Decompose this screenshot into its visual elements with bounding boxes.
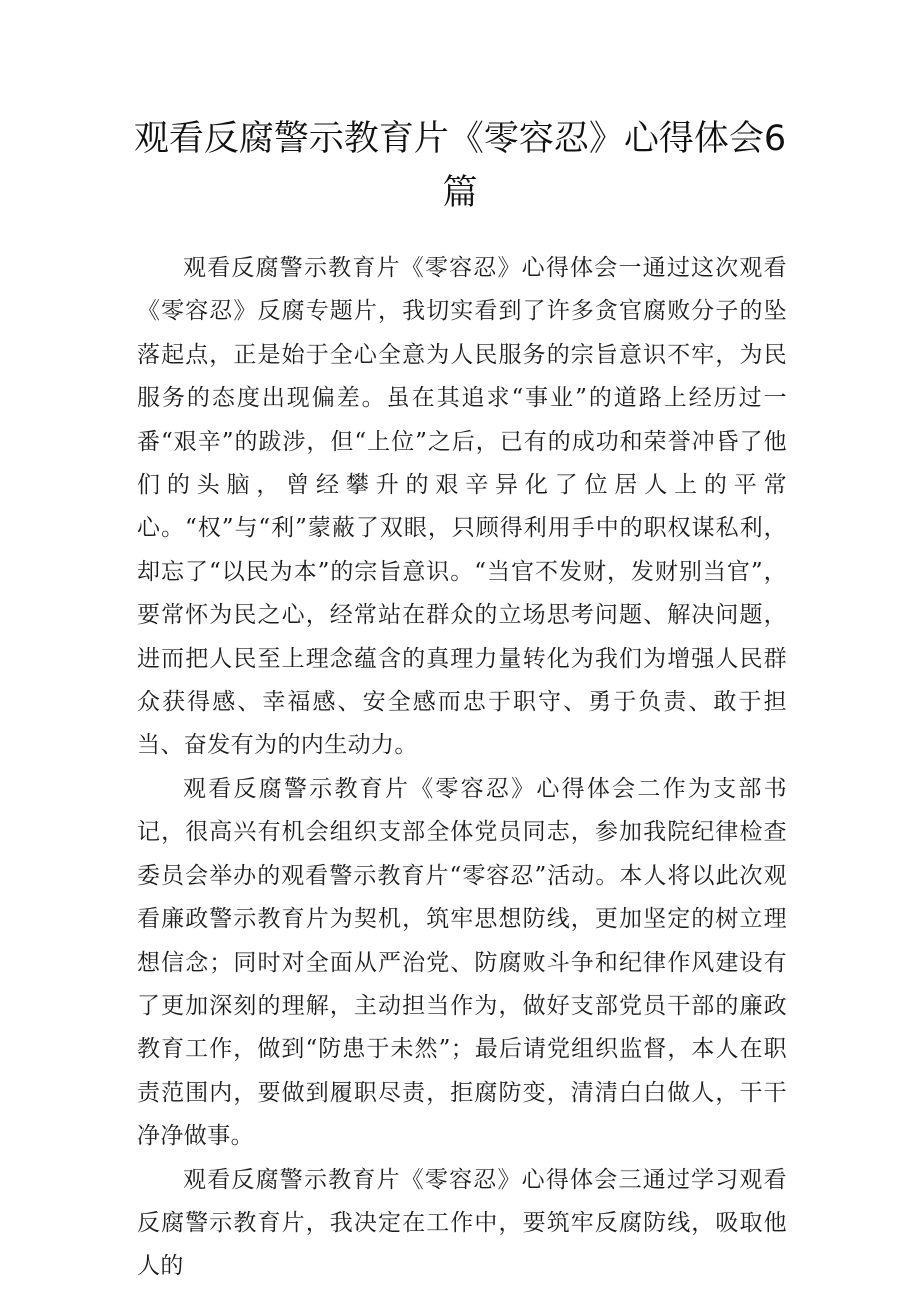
document-body — [137, 247, 787, 1289]
body-paragraph-1: 观看反腐警示教育片《零容忍》心得体会一通过这次观看《零容忍》反腐专题片，我切实看到了许多贪官腐败分子的坠落起点，正是始于全心全意为人民服务的宗旨意识不牢，为民服务的态度出现偏差。虽在其追求“事业”的道路上经历过一番“艰辛”的跋涉，但“上位”之后，已有的成功和荣誉冲昏了他们的头脑，曾经攀升的艰辛异化了位居人上的平常心。“权”与“利”蒙蔽了双眼，只顾得利用手中的职权谋私利，却忘了“以民为本”的宗旨意识。“当官不发财，发财别当官”，要常怀为民之心，经常站在群众的立场思考问题、解决问题，进而把人民至上理念蕴含的真理力量转化为我们为增强人民群众获得感、幸福感、安全感而忠于职守、勇于负责、敢于担当、奋发有为的内生动力。 — [137, 255, 787, 759]
document-title: 观看反腐警示教育片《零容忍》心得体会6篇 — [133, 119, 787, 213]
body-paragraph-3: 观看反腐警示教育片《零容忍》心得体会三通过学习观看反腐警示教育片，我决定在工作中，要筑牢反腐防线，吸取他人的 — [137, 1166, 787, 1280]
body-paragraph-2: 观看反腐警示教育片《零容忍》心得体会二作为支部书记，很高兴有机会组织支部全体党员同志，参加我院纪律检查委员会举办的观看警示教育片“零容忍”活动。本人将以此次观看廉政警示教育片为契机，筑牢思想防线，更加坚定的树立理想信念；同时对全面从严治党、防腐败斗争和纪律作风建设有了更加深刻的理解，主动担当作为，做好支部党员干部的廉政教育工作，做到“防患于未然”；最后请党组织监督，本人在职责范围内，要做到履职尽责，拒腐防变，清清白白做人，干干净净做事。 — [137, 775, 787, 1150]
